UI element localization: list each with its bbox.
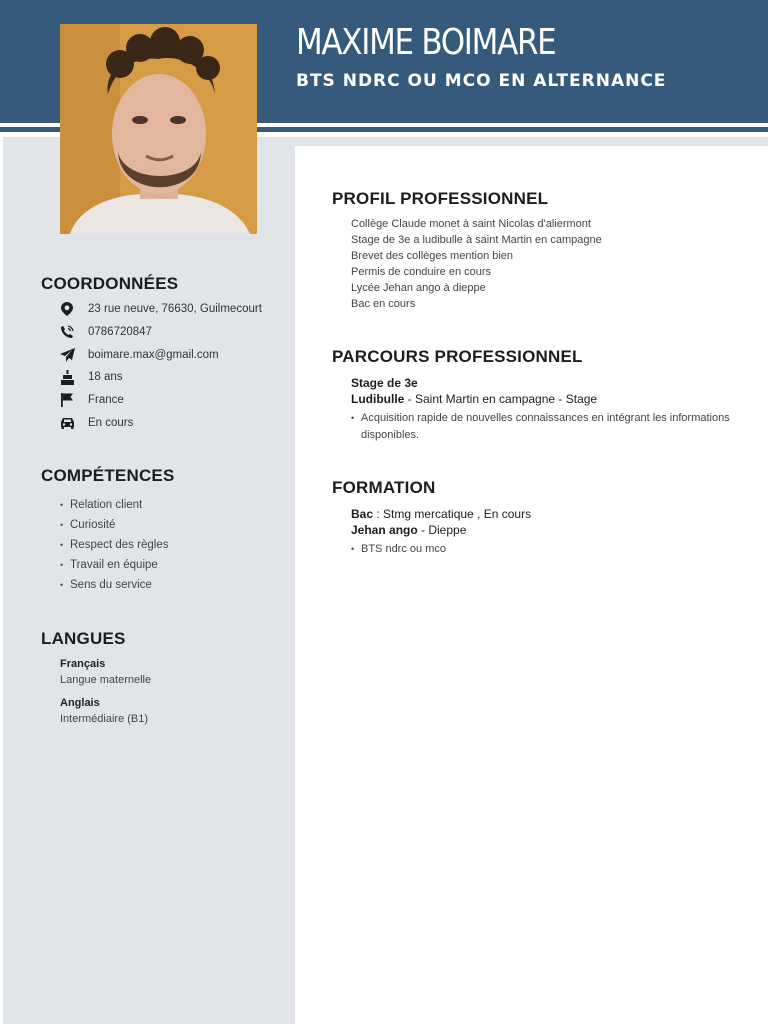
profile-list (351, 216, 602, 312)
contact-phone (58, 321, 262, 344)
list-item: • Sens du service (60, 575, 168, 595)
contact-age-text: 18 ans (88, 371, 123, 384)
list-item: Brevet des collèges mention bien (351, 250, 514, 262)
contact-driving-license (58, 411, 262, 434)
phone-icon (58, 324, 76, 340)
education-section-title: FORMATION (332, 478, 436, 497)
list-item: • Respect des règles (60, 535, 168, 555)
language-item (60, 656, 151, 688)
education-bullets (351, 541, 731, 558)
education-degree-details: : Stmg mercatique , En cours (373, 507, 532, 521)
education-school: Jehan ango (351, 523, 418, 537)
education-degree: Bac (351, 507, 374, 521)
contact-list (58, 298, 262, 434)
education-school-details: - Dieppe (417, 523, 467, 537)
experience-company-line (351, 391, 597, 407)
list-item: Bac en cours (351, 298, 416, 310)
list-item: Collège Claude monet à saint Nicolas d'aliermont (351, 218, 591, 230)
language-level: Intermédiaire (B1) (60, 713, 149, 725)
contact-nationality (58, 389, 262, 412)
language-level: Langue maternelle (60, 674, 152, 686)
flag-icon (58, 392, 76, 408)
contact-nationality-text: France (88, 394, 124, 407)
experience-details: - Saint Martin en campagne - Stage (404, 392, 598, 406)
contact-driving-license-text: En cours (88, 416, 134, 429)
send-icon (58, 347, 76, 363)
main-top-strip (295, 137, 768, 146)
language-item (60, 695, 148, 727)
profile-photo (60, 24, 257, 234)
job-target-subtitle: BTS NDRC OU MCO EN ALTERNANCE (296, 71, 667, 91)
experience-bullets (351, 410, 731, 443)
experience-entry (351, 375, 597, 407)
education-school-line (351, 522, 531, 538)
skills-section-title: COMPÉTENCES (41, 466, 175, 485)
contact-phone-text: 0786720847 (88, 326, 152, 339)
birthday-cake-icon (58, 369, 76, 385)
contact-email (58, 343, 262, 366)
location-pin-icon (58, 301, 76, 317)
languages-section-title: LANGUES (41, 629, 126, 648)
list-item: Stage de 3e a ludibulle à saint Martin en campagne (351, 234, 602, 246)
list-item: • Relation client (60, 495, 168, 515)
experience-job-title (351, 375, 597, 391)
profile-section-title: PROFIL PROFESSIONNEL (332, 189, 549, 208)
candidate-name: MAXIME BOIMARE (296, 22, 556, 63)
contact-section-title: COORDONNÉES (41, 274, 179, 293)
education-degree-line (351, 506, 531, 522)
list-item: • Acquisition rapide de nouvelles connaissances en intégrant les informations disponibles. (351, 410, 731, 443)
skills-list (60, 495, 168, 595)
portrait-photo (60, 24, 257, 234)
list-item: Permis de conduire en cours (351, 266, 492, 278)
list-item: • Curiosité (60, 515, 168, 535)
language-name: Français (60, 658, 106, 670)
list-item: • Travail en équipe (60, 555, 168, 575)
contact-age (58, 366, 262, 389)
list-item: Lycée Jehan ango à dieppe (351, 282, 486, 294)
list-item: • BTS ndrc ou mco (351, 541, 731, 558)
experience-company: Ludibulle (351, 392, 405, 406)
contact-address (58, 298, 262, 321)
education-entry (351, 506, 531, 538)
experience-section-title: PARCOURS PROFESSIONNEL (332, 347, 583, 366)
contact-address-text: 23 rue neuve, 76630, Guilmecourt (88, 303, 262, 316)
language-name: Anglais (60, 697, 100, 709)
car-icon (58, 415, 76, 431)
experience-job-title-text: Stage de 3e (351, 376, 418, 390)
contact-email-text[interactable]: boimare.max@gmail.com (88, 348, 219, 361)
